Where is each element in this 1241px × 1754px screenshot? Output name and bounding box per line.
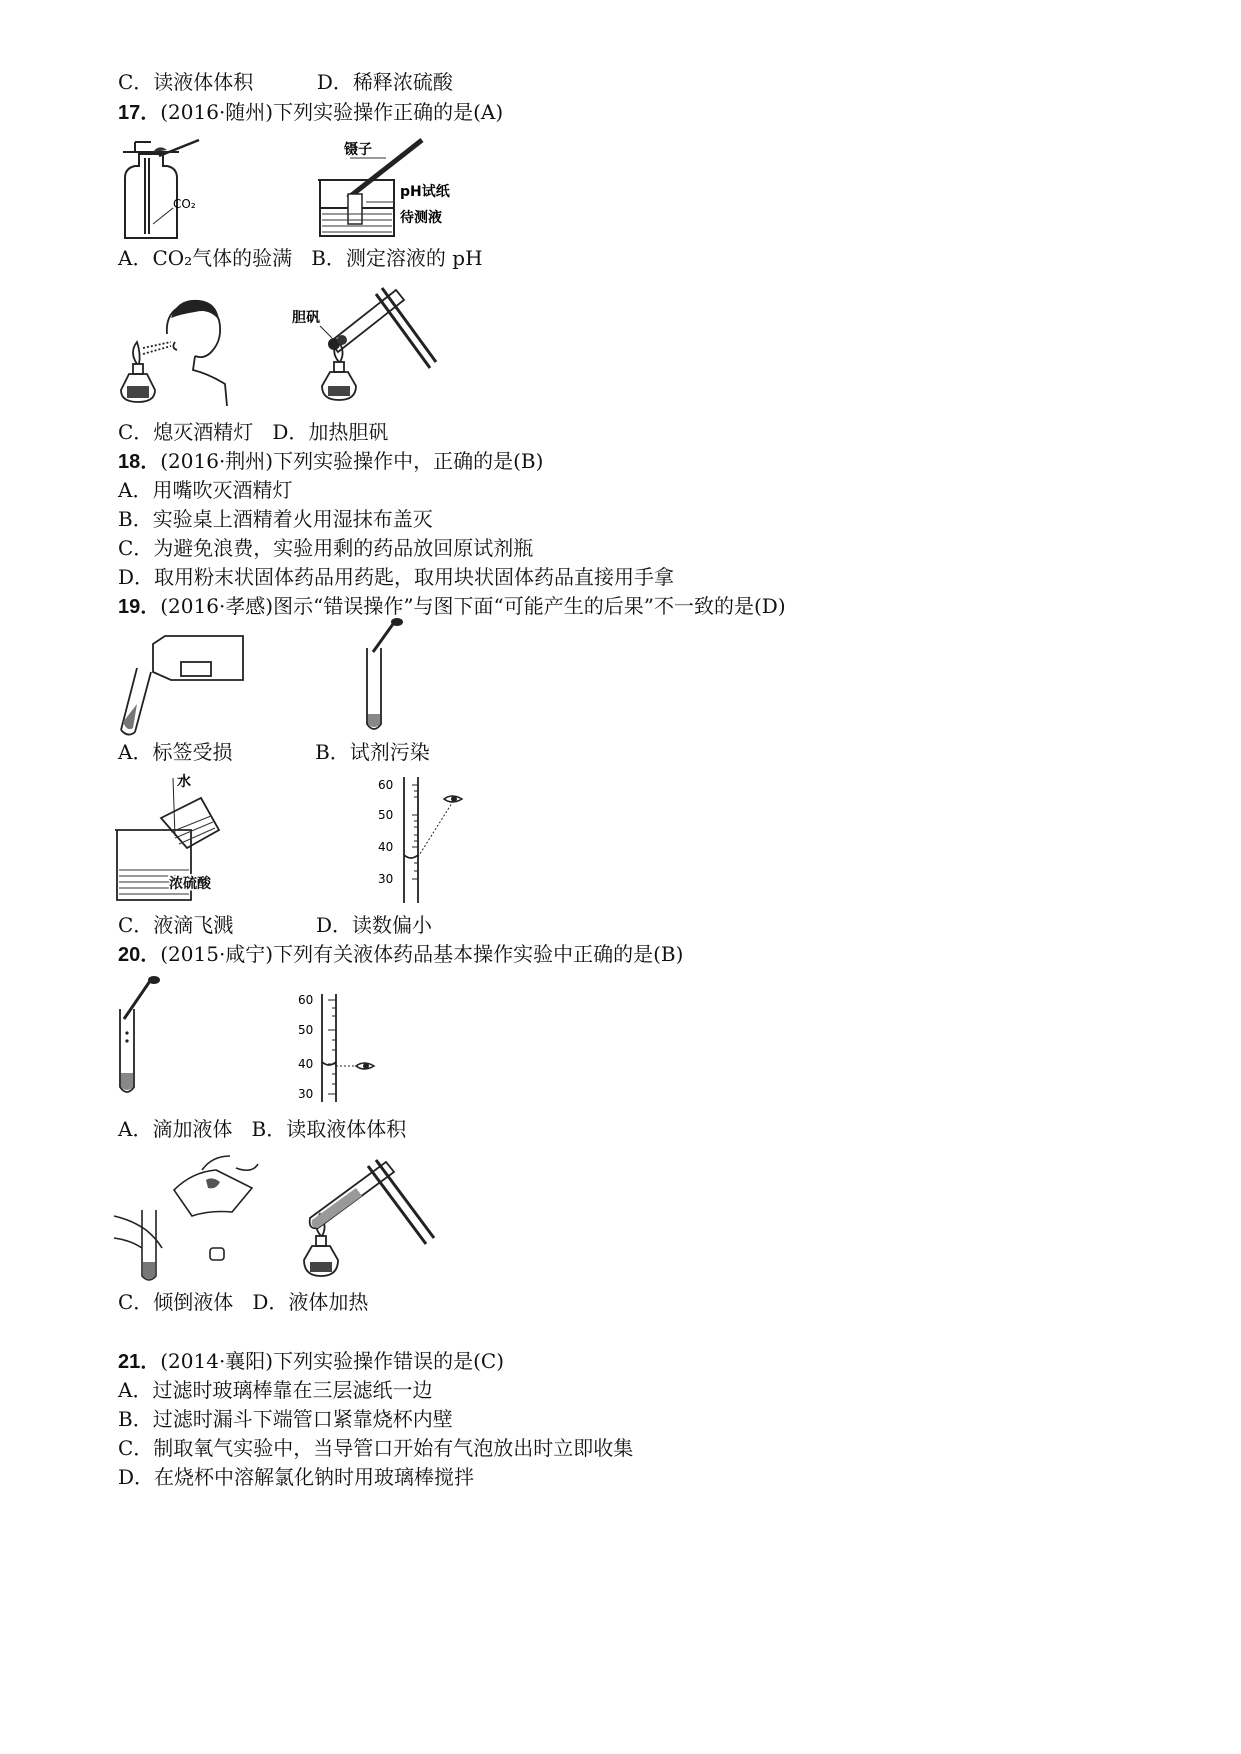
scale-50: 50 [378,808,394,822]
label-co2: CO₂ [173,197,196,211]
figure-heat-liquid [296,1148,446,1288]
q18-number: 18． [118,451,161,473]
figure-drop-liquid [112,975,192,1100]
scale-40-b: 40 [298,1057,314,1071]
q21-option-b: B．过滤时漏斗下端管口紧靠烧杯内壁 [118,1407,453,1431]
q19-options-cd: C．液滴飞溅 D．读数偏小 [118,913,432,937]
label-test-liquid: 待测液 [400,210,442,226]
label-ph-paper: pH试纸 [400,184,450,200]
figure-reagent-contamination [355,618,435,736]
q18-text: (2016·荆州)下列实验操作中，正确的是(B) [160,449,544,473]
q21-option-c: C．制取氧气实验中，当导管口开始有气泡放出时立即收集 [118,1436,634,1460]
scale-60: 60 [378,778,394,792]
q17-text: (2016·随州)下列实验操作正确的是(A) [160,100,504,124]
label-conc-acid: 浓硫酸 [169,876,211,892]
label-tweezers: 镊子 [344,142,372,158]
figure-dilute-acid [115,770,245,905]
scale-30-b: 30 [298,1087,314,1101]
figure-label-damage [115,618,250,736]
q19-number: 19． [118,596,161,618]
scale-60-b: 60 [298,993,314,1007]
q16-options-cd: C．读液体体积 D．稀释浓硫酸 [118,70,453,94]
scale-50-b: 50 [298,1023,314,1037]
figure-pour-liquid [112,1150,272,1285]
q20-text: (2015·咸宁)下列有关液体药品基本操作实验中正确的是(B) [160,942,684,966]
q20-options-ab: A．滴加液体 B．读取液体体积 [118,1117,407,1141]
figure-heat-alum [290,282,450,410]
q19-options-ab: A．标签受损 B．试剂污染 [118,740,430,764]
q17-number: 17． [118,102,161,124]
q21-option-a: A．过滤时玻璃棒靠在三层滤纸一边 [118,1378,433,1402]
q18-option-b: B．实验桌上酒精着火用湿抹布盖灭 [118,507,433,531]
q19-text: (2016·孝感)图示“错误操作”与图下面“可能产生的后果”不一致的是(D) [160,594,786,618]
figure-ph-test [310,138,460,243]
scale-40: 40 [378,840,394,854]
figure-cylinder-read-high [378,775,498,905]
q17-options-ab: A．CO₂气体的验满 B．测定溶液的 pH [118,246,483,270]
q20-number: 20． [118,944,161,966]
label-alum: 胆矾 [292,310,320,326]
q19-stem [118,594,786,619]
q21-number: 21． [118,1351,161,1373]
figure-blow-lamp [115,290,245,410]
q18-option-a: A．用嘴吹灭酒精灯 [118,478,293,502]
label-water: 水 [177,774,191,790]
scale-30: 30 [378,872,394,886]
q18-stem [118,449,543,474]
figure-cylinder-read-level [298,992,428,1104]
q18-option-d: D．取用粉末状固体药品用药匙，取用块状固体药品直接用手拿 [118,565,675,589]
q17-stem [118,100,503,125]
q21-stem [118,1349,504,1374]
q20-stem [118,942,683,967]
q20-options-cd: C．倾倒液体 D．液体加热 [118,1290,369,1314]
q18-option-c: C．为避免浪费，实验用剩的药品放回原试剂瓶 [118,536,534,560]
q17-options-cd: C．熄灭酒精灯 D．加热胆矾 [118,420,389,444]
q21-option-d: D．在烧杯中溶解氯化钠时用玻璃棒搅拌 [118,1465,475,1489]
q21-text: (2014·襄阳)下列实验操作错误的是(C) [160,1349,505,1373]
figure-co2-bottle [115,138,225,243]
